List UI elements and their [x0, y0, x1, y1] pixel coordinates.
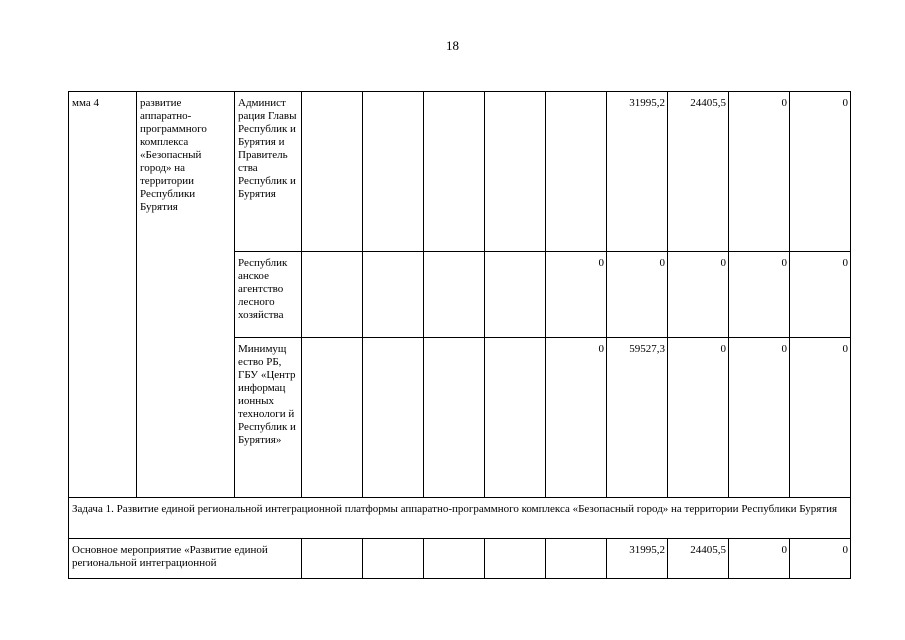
- value-cell: 59527,3: [607, 338, 668, 498]
- value-cell: 0: [607, 252, 668, 338]
- value-cell: [485, 338, 546, 498]
- value-cell: [424, 539, 485, 579]
- value-cell: [546, 92, 607, 252]
- table-row: [69, 539, 851, 579]
- executor-cell: Минимущ ество РБ, ГБУ «Центр информац ионных технологи й Республик и Бурятия»: [235, 338, 302, 498]
- budget-table: [68, 91, 851, 579]
- value-cell: 0: [668, 338, 729, 498]
- value-cell: 0: [546, 252, 607, 338]
- task-cell: Задача 1. Развитие единой региональной интеграционной платформы аппаратно-программного комплекса «Безопасный город» на территории Республики Бурятия: [69, 498, 851, 539]
- value-cell: 0: [790, 338, 851, 498]
- table-row: [69, 498, 851, 539]
- value-cell: 0: [546, 338, 607, 498]
- value-cell: [363, 338, 424, 498]
- value-cell: [302, 92, 363, 252]
- program-name-cell: развитие аппаратно-программного комплекса «Безопасный город» на территории Республики Бурятия: [137, 92, 235, 498]
- value-cell: 31995,2: [607, 539, 668, 579]
- value-cell: [302, 252, 363, 338]
- value-cell: 31995,2: [607, 92, 668, 252]
- program-code-cell: мма 4: [69, 92, 137, 498]
- value-cell: [302, 338, 363, 498]
- value-cell: 0: [729, 92, 790, 252]
- value-cell: 24405,5: [668, 92, 729, 252]
- value-cell: [363, 539, 424, 579]
- value-cell: 0: [729, 338, 790, 498]
- event-name-cell: Основное мероприятие «Развитие единой региональной интеграционной: [69, 539, 302, 579]
- executor-cell: Республик анское агентство лесного хозяйства: [235, 252, 302, 338]
- page-number: 18: [446, 38, 459, 53]
- value-cell: [424, 92, 485, 252]
- value-cell: 0: [729, 252, 790, 338]
- value-cell: [424, 338, 485, 498]
- executor-cell: Админист рация Главы Республик и Бурятия и Правитель ства Республик и Бурятия: [235, 92, 302, 252]
- value-cell: [363, 92, 424, 252]
- value-cell: [485, 92, 546, 252]
- value-cell: [424, 252, 485, 338]
- value-cell: [546, 539, 607, 579]
- value-cell: 0: [729, 539, 790, 579]
- value-cell: 0: [668, 252, 729, 338]
- value-cell: 24405,5: [668, 539, 729, 579]
- value-cell: [485, 539, 546, 579]
- value-cell: 0: [790, 539, 851, 579]
- value-cell: 0: [790, 252, 851, 338]
- value-cell: 0: [790, 92, 851, 252]
- value-cell: [485, 252, 546, 338]
- table-row: [69, 92, 851, 252]
- value-cell: [302, 539, 363, 579]
- value-cell: [363, 252, 424, 338]
